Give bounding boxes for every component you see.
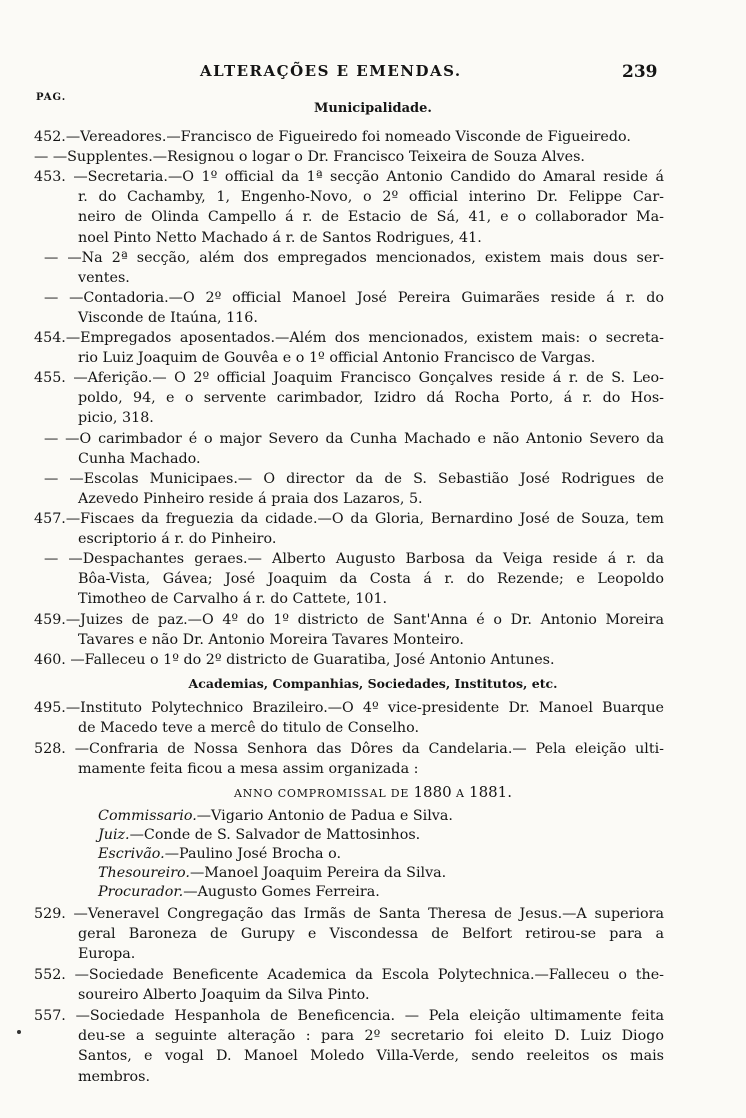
section-title-academias: Academias, Companhias, Sociedades, Institutos, etc. [188, 676, 558, 691]
role-holder: —Manoel Joaquim Pereira da Silva. [189, 865, 447, 881]
entry-line: Tavares e não Dr. Antonio Moreira Tavares Monteiro. [78, 632, 464, 649]
entry-line: 529. —Veneravel Congregação das Irmãs de Santa Theresa de Jesus.—A superiora [34, 906, 664, 922]
entry-460 [34, 650, 555, 670]
entry-line: 453. —Secretaria.—O 1º official da 1ª secção Antonio Candido do Amaral reside á [34, 169, 664, 185]
entry-line: — —Contadoria.—O 2º official Manoel José Pereira Guimarães reside á r. do [44, 290, 664, 306]
entry-line: noel Pinto Netto Machado á r. de Santos Rodrigues, 41. [78, 229, 482, 246]
role-title: Commissario. [98, 808, 197, 824]
year-sep: A [455, 787, 465, 800]
entry-line: r. do Cachamby, 1, Engenho-Novo, o 2º official interino Dr. Felippe Car- [78, 189, 664, 206]
entry-line: 552. —Sociedade Beneficente Academica da Escola Polytechnica.—Falleceu o the- [34, 967, 664, 983]
entry-line: geral Baroneza de Gurupy e Viscondessa de Belfort retirou-se para a [78, 926, 664, 943]
entry-line: 528. —Confraria de Nossa Senhora das Dôres da Candelaria.— Pela eleição ulti- [34, 741, 664, 757]
year-heading [0, 783, 746, 801]
role-procurador [98, 883, 380, 902]
entry-455 [34, 368, 664, 429]
role-title: Procurador. [98, 884, 184, 900]
entry-495 [34, 698, 664, 738]
entry-line: membros. [78, 1068, 151, 1085]
entry-line: 452.—Vereadores.—Francisco de Figueiredo foi nomeado Visconde de Figueiredo. [34, 129, 631, 145]
entry-528 [34, 739, 664, 779]
page-number: 239 [622, 62, 658, 82]
section-title-municipalidade: Municipalidade. [314, 101, 432, 116]
entry-despachantes [44, 549, 664, 610]
role-holder: —Augusto Gomes Ferreira. [183, 884, 380, 900]
entry-line: rio Luiz Joaquim de Gouvêa e o 1º official Antonio Francisco de Vargas. [78, 350, 596, 367]
entry-line: Azevedo Pinheiro reside á praia dos Lazaros, 5. [78, 491, 423, 508]
entry-454 [34, 328, 664, 368]
entry-line: — —Escolas Municipaes.— O director da de S. Sebastião José Rodrigues de [44, 471, 664, 487]
role-title: Escrivão. [98, 846, 165, 862]
entry-453 [34, 167, 664, 248]
entry-line: — —Supplentes.—Resignou o logar o Dr. Francisco Teixeira de Souza Alves. [34, 149, 585, 165]
pag-label: PAG. [36, 92, 67, 103]
role-holder: —Vigario Antonio de Padua e Silva. [196, 808, 453, 824]
entry-supplentes [34, 147, 585, 167]
ink-dot [17, 1030, 21, 1034]
entry-line: picio, 318. [78, 410, 154, 427]
role-thesoureiro [98, 864, 446, 883]
entry-line: 454.—Empregados aposentados.—Além dos mencionados, existem mais: o secreta- [34, 330, 664, 346]
year-heading-prefix: ANNO COMPROMISSAL DE [234, 787, 410, 800]
entry-line: Bôa-Vista, Gávea; José Joaquim da Costa á r. do Rezende; e Leopoldo [78, 571, 664, 588]
entry-line: — —Despachantes geraes.— Alberto Augusto Barbosa da Veiga reside á r. da [44, 551, 664, 567]
entry-line: de Macedo teve a mercê do titulo de Conselho. [78, 720, 420, 737]
entry-line: mamente feita ficou a mesa assim organizada : [78, 761, 419, 778]
role-escrivao [98, 845, 341, 864]
entry-line: 457.—Fiscaes da freguezia da cidade.—O da Gloria, Bernardino José de Souza, tem [34, 511, 664, 527]
entry-line: escriptorio á r. do Pinheiro. [78, 531, 277, 548]
role-holder: —Conde de S. Salvador de Mattosinhos. [129, 827, 421, 843]
entry-line: deu-se a seguinte alteração : para 2º secretario foi eleito D. Luiz Diogo [78, 1028, 664, 1045]
entry-contadoria [44, 288, 664, 328]
entry-line: 557. —Sociedade Hespanhola de Beneficencia. — Pela eleição ultimamente feita [34, 1008, 664, 1024]
entry-line: Europa. [78, 946, 136, 963]
entry-carimbador [44, 429, 664, 469]
entry-line: 455. —Aferição.— O 2º official Joaquim Francisco Gonçalves reside á r. de S. Leo- [34, 370, 664, 386]
entry-line: 459.—Juizes de paz.—O 4º do 1º districto de Sant'Anna é o Dr. Antonio Moreira [34, 612, 664, 628]
entry-line: Visconde de Itaúna, 116. [78, 310, 258, 327]
role-commissario [98, 807, 453, 826]
entry-line: neiro de Olinda Campello á r. de Estacio de Sá, 41, e o collaborador Ma- [78, 209, 664, 226]
entry-line: — —Na 2ª secção, além dos empregados mencionados, existem mais dous ser- [44, 250, 664, 266]
entry-529 [34, 904, 664, 965]
role-title: Juiz. [98, 827, 130, 843]
entry-na-2a-seccao [44, 248, 664, 288]
entry-line: poldo, 94, e o servente carimbador, Izidro dá Rocha Porto, á r. do Hos- [78, 390, 664, 407]
role-juiz [98, 826, 420, 845]
entry-line: Santos, e vogal D. Manoel Moledo Villa-Verde, sendo reeleitos os mais [78, 1048, 664, 1065]
year-to: 1881. [469, 783, 512, 801]
entry-452 [34, 127, 631, 147]
entry-line: 460. —Falleceu o 1º do 2º districto de Guaratiba, José Antonio Antunes. [34, 652, 555, 668]
entry-457 [34, 509, 664, 549]
entry-459 [34, 610, 664, 650]
entry-557 [34, 1006, 664, 1087]
entry-line: Timotheo de Carvalho á r. do Cattete, 101. [78, 591, 388, 608]
entry-552 [34, 965, 664, 1005]
running-head [0, 62, 746, 86]
entry-line: 495.—Instituto Polytechnico Brazileiro.—O 4º vice-presidente Dr. Manoel Buarque [34, 700, 664, 716]
entry-line: Cunha Machado. [78, 451, 201, 468]
role-holder: —Paulino José Brocha o. [164, 846, 342, 862]
entry-escolas-municipaes [44, 469, 664, 509]
role-title: Thesoureiro. [98, 865, 190, 881]
entry-line: — —O carimbador é o major Severo da Cunha Machado e não Antonio Severo da [44, 431, 664, 447]
entry-line: ventes. [78, 270, 130, 287]
entry-line: soureiro Alberto Joaquim da Silva Pinto. [78, 987, 370, 1004]
year-from: 1880 [413, 783, 452, 801]
header-title: ALTERAÇÕES E EMENDAS. [200, 62, 462, 80]
